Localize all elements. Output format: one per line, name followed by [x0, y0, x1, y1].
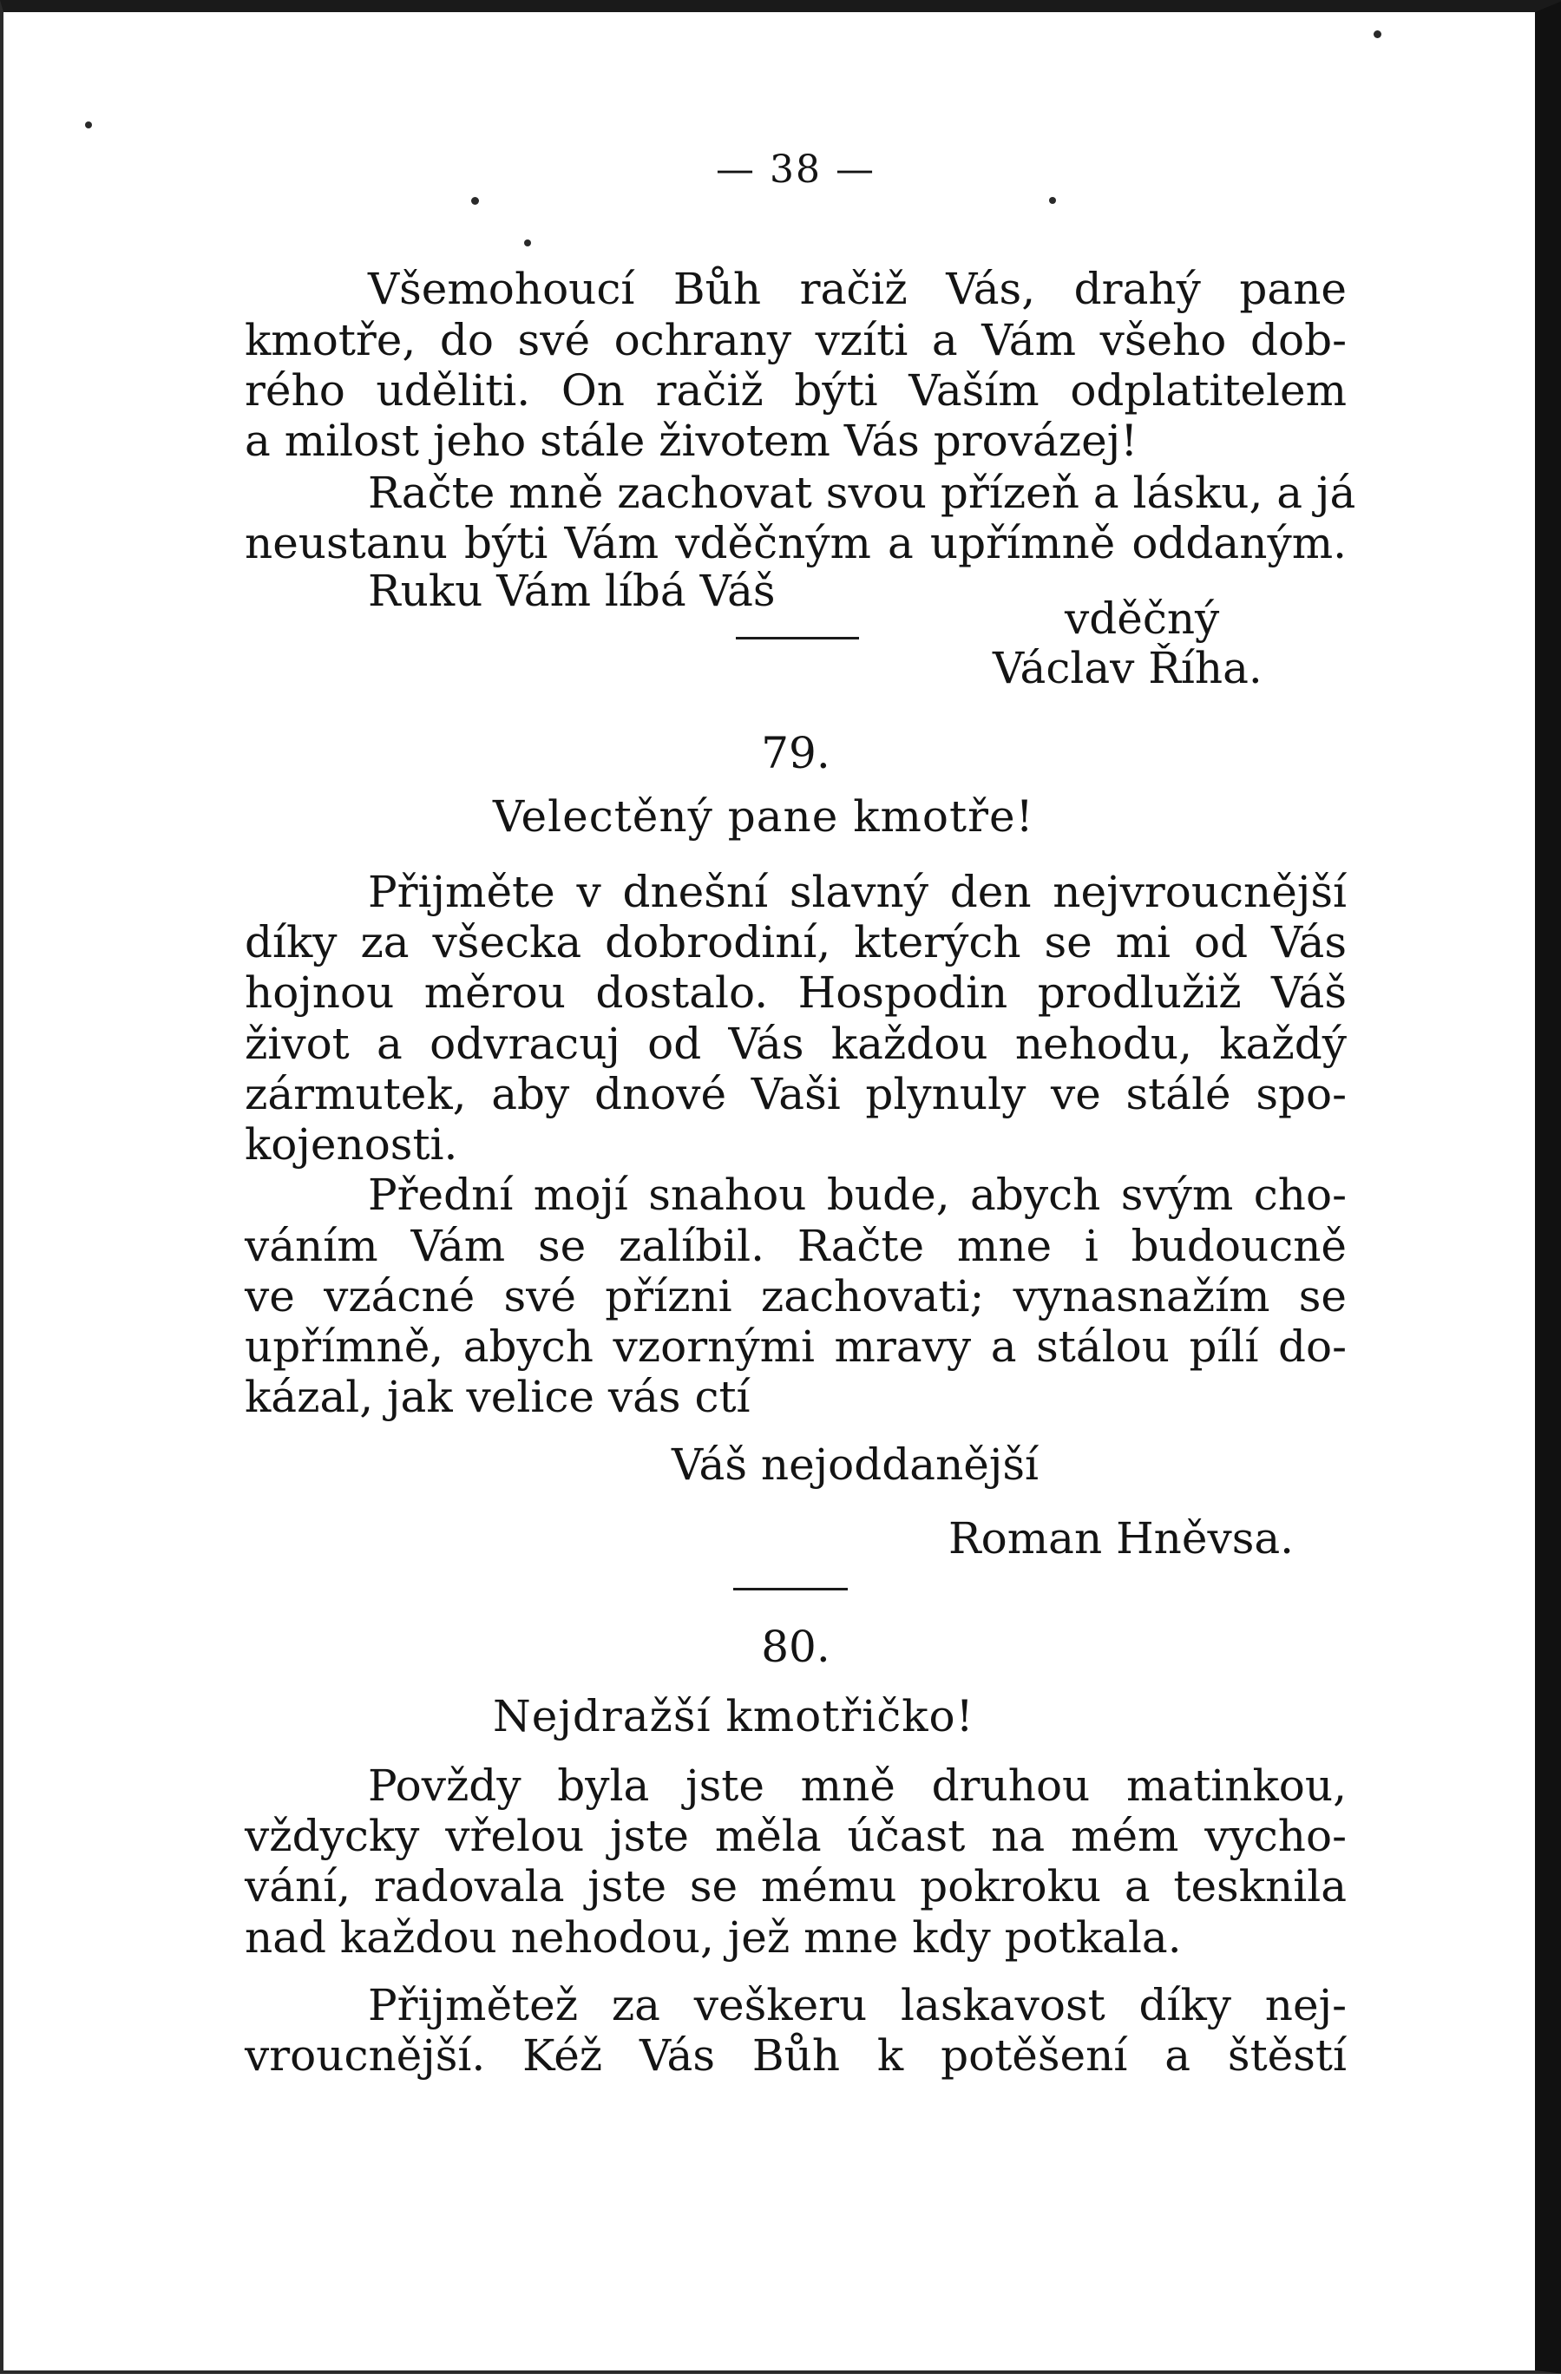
text-line: rého uděliti. On račiž býti Vaším odplatitelem	[245, 365, 1347, 416]
page-number: — 38 —	[716, 148, 876, 192]
salutation: Velectěný pane kmotře!	[493, 791, 1034, 842]
text-line: vždycky vřelou jste měla účast na mém vycho-	[245, 1811, 1347, 1861]
text-line: Račte mně zachovat svou přízeň a lásku, a já	[368, 468, 1356, 518]
text-line: Ruku Vám líbá Váš	[368, 566, 776, 616]
text-line: ve vzácné své přízni zachovati; vynasnažím se	[245, 1271, 1347, 1321]
text-line: nad každou nehodou, jež mne kdy potkala.	[245, 1912, 1182, 1963]
text-line: Všemohoucí Bůh račiž Vás, drahý pane	[368, 264, 1347, 314]
letter-number: 80.	[761, 1622, 830, 1672]
closing-word: vděčný	[1065, 593, 1220, 644]
text-line: Přijmětež za veškeru laskavost díky nej-	[368, 1980, 1347, 2030]
text-line: vání, radovala jste se mému pokroku a tesknila	[245, 1861, 1347, 1911]
scan-speck	[1049, 197, 1056, 204]
text-line: kázal, jak velice vás ctí	[245, 1372, 751, 1422]
divider-rule	[733, 1588, 848, 1590]
text-line: Povždy byla jste mně druhou matinkou,	[368, 1760, 1347, 1811]
text-line: váním Vám se zalíbil. Račte mne i budoucně	[245, 1221, 1347, 1271]
text-line: upřímně, abych vzornými mravy a stálou pílí do-	[245, 1321, 1347, 1372]
salutation: Nejdražší kmotřičko!	[493, 1691, 974, 1741]
text-line: kojenosti.	[245, 1119, 458, 1170]
text-line: zármutek, aby dnové Vaši plynuly ve stálé spo-	[245, 1069, 1347, 1119]
text-line: Přijměte v dnešní slavný den nejvroucnější	[368, 867, 1347, 917]
scan-speck	[524, 239, 531, 246]
signature: Václav Říha.	[993, 643, 1263, 693]
text-line: a milost jeho stále životem Vás provázej!	[245, 416, 1138, 466]
scan-speck	[471, 197, 479, 205]
scan-speck	[85, 121, 92, 128]
closing-phrase: Váš nejoddanější	[672, 1439, 1040, 1490]
text-line: díky za všecka dobrodiní, kterých se mi od Vás	[245, 917, 1347, 967]
divider-rule	[736, 637, 859, 639]
letter-number: 79.	[761, 728, 830, 778]
signature: Roman Hněvsa.	[948, 1513, 1295, 1564]
text-line: hojnou měrou dostalo. Hospodin prodlužiž Váš	[245, 967, 1347, 1018]
scan-speck	[1374, 30, 1381, 38]
text-line: neustanu býti Vám vděčným a upřímně oddaným.	[245, 518, 1347, 568]
text-line: Přední mojí snahou bude, abych svým cho-	[368, 1170, 1347, 1220]
text-line: vroucnější. Kéž Vás Bůh k potěšení a štěstí	[245, 2030, 1347, 2081]
text-line: život a odvracuj od Vás každou nehodu, každý	[245, 1019, 1347, 1069]
text-line: kmotře, do své ochrany vzíti a Vám všeho dob-	[245, 315, 1347, 365]
